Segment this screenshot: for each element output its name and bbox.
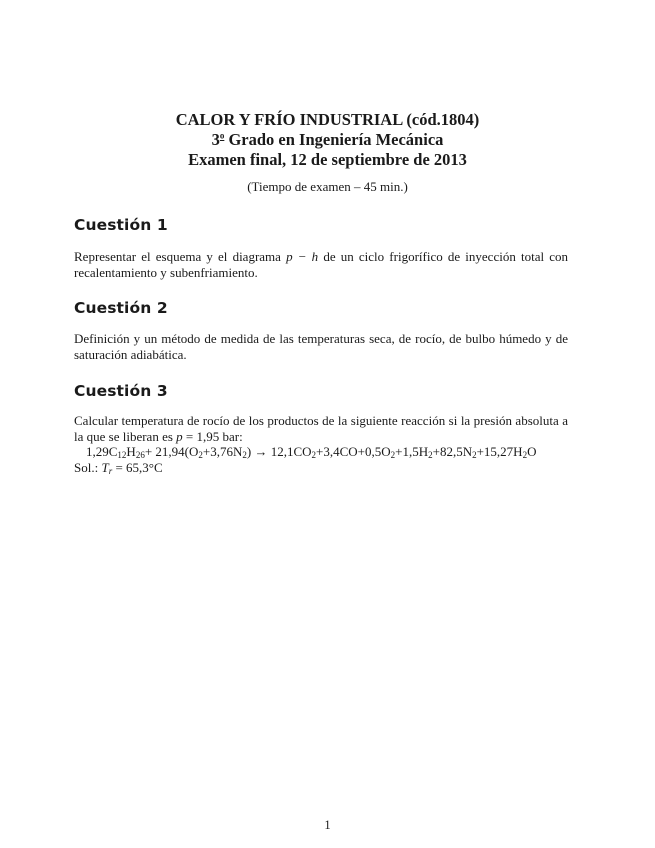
equation-subscript: 2 [472,450,477,460]
exam-duration: (Tiempo de examen – 45 min.) [247,179,408,194]
q3-math: p [176,428,183,444]
q3-text-b: = 1,95 bar: [182,428,243,444]
equation-term: 1,29C [86,444,118,459]
equation-term: + 21,94(O [144,444,199,459]
q1-math: p − h [286,249,319,264]
equation-subscript: 2 [198,450,203,460]
q1-text-a: Representar el esquema y el diagrama [74,249,287,264]
degree-name: Grado en Ingeniería Mecánica [224,130,444,149]
solution-variable: T [101,460,109,475]
equation-term: H [126,444,136,459]
equation-subscript: 12 [117,450,127,460]
degree-number: 3 [211,130,220,149]
equation-term: +3,76N [202,444,243,459]
equation-term: +3,4CO+0,5O [316,444,391,459]
equation-term: +15,27H [476,444,523,459]
solution-line [74,460,163,476]
equation-term: ) → 12,1CO [246,444,312,459]
equation-subscript: 2 [428,450,433,460]
course-title: CALOR Y FRÍO INDUSTRIAL (cód.1804) [175,110,480,129]
question-2-title: Cuestión 2 [74,299,168,317]
q3-text-a: Calcular temperatura de rocío de los productos de la siguiente reacción si la presión absoluta a la que se liberan es [74,413,568,444]
question-1-text [74,249,568,280]
solution-label: Sol.: [74,460,102,475]
q1-text-b: de un ciclo frigorífico de inyección total con recalentamiento y subenfriamiento. [74,249,569,280]
page-number: 1 [324,818,331,832]
equation-subscript: 2 [390,450,396,460]
degree-ordinal: o [219,130,225,141]
equation-term: +82,5N [432,444,473,459]
exam-date: Examen final, 12 de septiembre de 2013 [188,150,467,169]
reaction-equation [86,444,536,460]
question-3-text [74,413,568,444]
equation-subscript: 2 [242,450,247,460]
question-1-title: Cuestión 1 [74,216,168,234]
question-3-title: Cuestión 3 [74,382,168,400]
degree-line [0,130,655,150]
equation-subscript: 26 [135,450,145,460]
question-2-text: Definición y un método de medida de las temperaturas seca, de rocío, de bulbo húmedo y de saturación adiabática. [74,331,568,362]
equation-term: O [527,444,537,459]
equation-term: +1,5H [395,444,429,459]
equation-subscript: 2 [522,450,528,460]
equation-subscript: 2 [311,450,316,460]
solution-variable-sub: r [108,466,113,476]
exam-header [0,110,655,195]
solution-value: = 65,3°C [112,460,163,475]
